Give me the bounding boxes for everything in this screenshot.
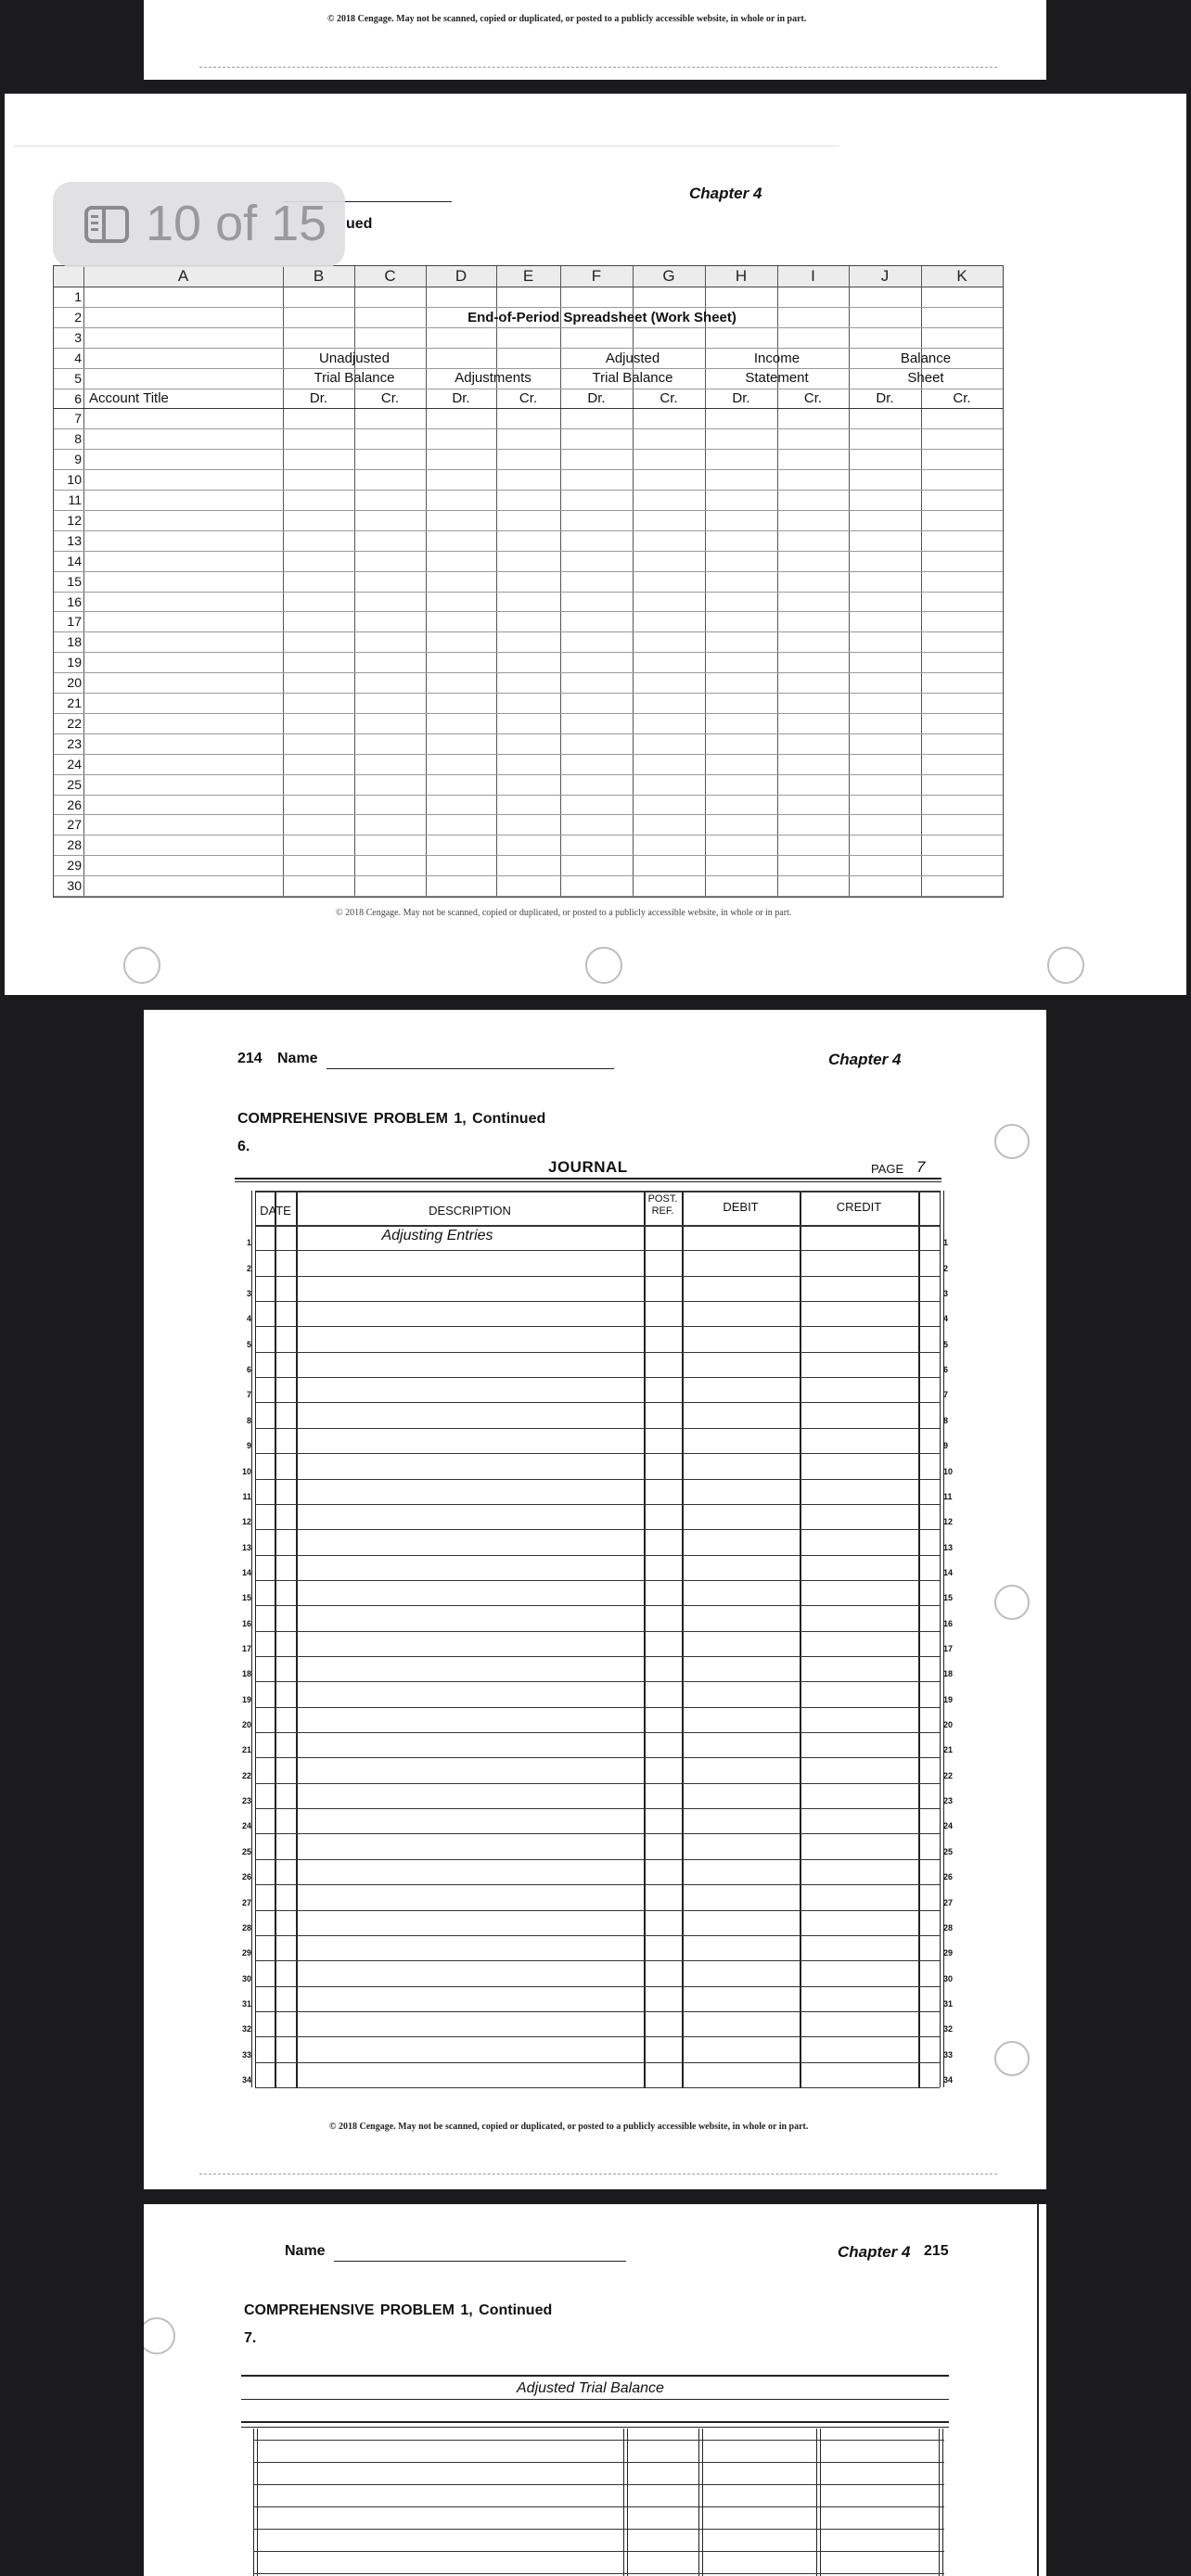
journal-row-line [255, 1479, 940, 1480]
journal-row-number-left: 16 [241, 1618, 251, 1628]
row-number: 20 [67, 675, 82, 691]
journal-row-number-left: 21 [241, 1745, 251, 1755]
journal-row-number-left: 1 [246, 1238, 251, 1248]
journal-row-number-left: 10 [241, 1466, 251, 1476]
journal-row-line [255, 1910, 940, 1911]
journal-row-number-right: 19 [943, 1694, 954, 1704]
page-label: PAGE [871, 1162, 904, 1176]
copyright-notice: © 2018 Cengage. May not be scanned, copied or duplicated, or posted to a publicly accessible website, in whole or in part. [336, 908, 792, 918]
journal-row-number-left: 33 [241, 2049, 251, 2060]
row-number: 24 [67, 756, 82, 772]
journal-row-line [255, 1580, 940, 1581]
debit-column-label: Dr. [587, 389, 606, 406]
journal-row-number-right: 20 [943, 1720, 954, 1730]
group-heading-line1: Adjusted [605, 350, 660, 366]
row-number: 6 [74, 390, 82, 406]
journal-row-line [255, 2011, 940, 2012]
debit-column-label: Dr. [732, 389, 750, 406]
trial-row-line [253, 2462, 944, 2463]
debit-column-label: Dr. [309, 389, 328, 406]
page-number: 214 [237, 1051, 263, 1066]
row-divider [54, 490, 1003, 491]
account-title-header: Account Title [89, 389, 169, 406]
journal-row-line [255, 1859, 940, 1860]
column-header-e: E [496, 266, 560, 287]
journal-row-number-right: 26 [943, 1872, 954, 1882]
row-divider [54, 774, 1003, 775]
row-divider [54, 672, 1003, 673]
trial-column-divider [702, 2429, 703, 2576]
group-heading-line1: Unadjusted [319, 350, 390, 366]
row-divider [54, 875, 1003, 876]
journal-row-line [255, 2062, 940, 2063]
journal-row-number-right: 11 [943, 1491, 953, 1501]
first-entry-text: Adjusting Entries [381, 1228, 493, 1243]
column-header-a: A [83, 266, 283, 287]
journal-row-line [255, 2036, 940, 2037]
journal-row-number-right: 1 [943, 1238, 949, 1248]
row-number: 5 [74, 370, 82, 386]
journal-column-divider [918, 1191, 920, 2087]
row-number: 19 [67, 655, 82, 670]
journal-row-number-right: 6 [943, 1365, 949, 1375]
column-divider [83, 266, 84, 897]
journal-row-number-left: 7 [246, 1390, 251, 1400]
journal-row-number-left: 11 [242, 1491, 251, 1501]
copyright-notice: © 2018 Cengage. May not be scanned, copied or duplicated, or posted to a publicly accessible website, in whole or in part. [329, 2122, 809, 2132]
journal-header-border [255, 1225, 940, 1227]
journal-row-line [255, 1276, 940, 1277]
description-column-header: DESCRIPTION [429, 1204, 511, 1218]
work-sheet-grid [53, 265, 1004, 898]
row-number: 15 [67, 573, 82, 589]
journal-row-line [255, 1884, 940, 1885]
journal-row-line [255, 1605, 940, 1606]
row-divider [54, 368, 1003, 369]
credit-column-label: Cr. [803, 389, 823, 406]
journal-row-number-right: 31 [943, 1998, 954, 2009]
row-number: 4 [74, 350, 82, 365]
trial-column-divider [816, 2429, 817, 2576]
row-number: 12 [67, 512, 82, 528]
row-divider [54, 327, 1003, 328]
row-number: 1 [74, 289, 82, 304]
column-header-h: H [705, 266, 777, 287]
journal-row-number-right: 18 [943, 1669, 954, 1679]
journal-row-number-left: 6 [246, 1365, 251, 1375]
journal-row-number-right: 21 [943, 1745, 954, 1755]
journal-row-line [255, 1402, 940, 1403]
trial-column-divider [939, 2429, 940, 2576]
journal-row-number-left: 9 [246, 1441, 251, 1451]
trial-column-divider [627, 2429, 628, 2576]
trial-column-divider [698, 2429, 699, 2576]
column-header-f: F [560, 266, 633, 287]
row-number: 8 [74, 431, 82, 447]
column-header-g: G [633, 266, 705, 287]
name-label: Name [277, 1051, 318, 1066]
journal-margin-line [251, 1191, 252, 2087]
work-sheet-title: End-of-Period Spreadsheet (Work Sheet) [467, 309, 736, 325]
page-right-edge [1037, 2204, 1039, 2576]
journal-row-line [255, 1529, 940, 1530]
journal-row-number-right: 27 [943, 1897, 954, 1907]
journal-row-number-left: 19 [241, 1694, 251, 1704]
journal-row-line [255, 1555, 940, 1556]
journal-row-line [255, 1808, 940, 1809]
row-divider [54, 307, 1003, 308]
trial-column-divider [820, 2429, 821, 2576]
journal-row-number-left: 14 [241, 1567, 251, 1577]
journal-row-number-left: 12 [241, 1517, 251, 1527]
journal-row-number-left: 20 [241, 1720, 251, 1730]
journal-row-number-right: 28 [943, 1922, 954, 1932]
row-number: 9 [74, 452, 82, 467]
trial-row-line [253, 2440, 944, 2441]
journal-row-number-right: 24 [943, 1821, 954, 1831]
journal-row-number-left: 8 [246, 1415, 251, 1425]
journal-column-divider [682, 1191, 684, 2087]
group-heading-line1: Balance [900, 350, 952, 366]
journal-row-number-right: 12 [943, 1517, 954, 1527]
row-divider [54, 348, 1003, 349]
binder-hole-top [994, 1124, 1030, 1159]
row-divider [54, 754, 1003, 755]
group-heading-line2: Adjustments [455, 369, 531, 386]
row-divider [54, 611, 1003, 612]
trial-row-line [253, 2573, 944, 2574]
journal-row-number-right: 32 [943, 2024, 954, 2034]
binder-hole-bottom [994, 2041, 1030, 2076]
trial-column-divider [942, 2429, 943, 2576]
trial-balance-grid [144, 2204, 1046, 2576]
row-divider [54, 896, 1003, 897]
journal-row-number-right: 29 [943, 1948, 954, 1958]
journal-row-line [255, 1757, 940, 1758]
trial-row-line [253, 2484, 944, 2485]
row-divider [54, 693, 1003, 694]
journal-row-number-left: 26 [241, 1872, 251, 1882]
journal-row-number-left: 5 [246, 1339, 251, 1349]
binder-hole-left [123, 947, 160, 984]
post-ref-header-line2: REF. [651, 1205, 674, 1217]
journal-row-line [255, 1833, 940, 1834]
trial-row-line [253, 2551, 944, 2552]
journal-row-number-left: 30 [241, 1973, 251, 1983]
trial-row-line [253, 2506, 944, 2507]
column-divider [496, 266, 497, 897]
row-number: 28 [67, 837, 82, 853]
journal-row-line [255, 1935, 940, 1936]
row-number: 13 [67, 532, 82, 548]
journal-row-number-left: 31 [241, 1998, 251, 2009]
row-number: 27 [67, 817, 82, 833]
journal-row-number-left: 2 [246, 1263, 251, 1273]
journal-row-line [255, 1377, 940, 1378]
row-divider [54, 571, 1003, 572]
journal-row-number-left: 23 [241, 1796, 251, 1806]
journal-row-line [255, 1250, 940, 1251]
column-header-d: D [426, 266, 496, 287]
journal-row-number-right: 2 [943, 1263, 949, 1273]
journal-row-line [255, 1504, 940, 1505]
row-number: 14 [67, 553, 82, 568]
column-header-c: C [354, 266, 426, 287]
journal-row-number-right: 5 [943, 1339, 949, 1349]
page-indicator[interactable] [53, 182, 345, 267]
journal-column-divider [296, 1191, 298, 2087]
journal-row-number-left: 24 [241, 1821, 251, 1831]
journal-row-line [255, 1986, 940, 1987]
journal-row-number-left: 17 [241, 1644, 251, 1653]
journal-column-divider [275, 1191, 276, 2087]
row-divider [54, 795, 1003, 796]
credit-column-header: CREDIT [836, 1200, 882, 1214]
journal-row-number-left: 27 [241, 1897, 251, 1907]
row-divider [54, 530, 1003, 531]
journal-row-number-left: 18 [241, 1669, 251, 1679]
journal-row-number-right: 7 [943, 1390, 949, 1400]
binder-hole-right [1047, 947, 1084, 984]
binder-hole-middle [994, 1585, 1030, 1620]
trial-balance-title: Adjusted Trial Balance [517, 2380, 664, 2396]
journal-row-number-right: 10 [943, 1466, 954, 1476]
journal-row-number-right: 25 [943, 1846, 954, 1856]
journal-page-value: 7 [916, 1158, 926, 1176]
group-heading-line2: Trial Balance [314, 369, 395, 386]
post-ref-header-line1: POST. [647, 1193, 678, 1205]
journal-column-divider [644, 1191, 646, 2087]
group-heading-line2: Sheet [907, 369, 944, 386]
journal-row-line [255, 1352, 940, 1353]
journal-row-line [255, 1326, 940, 1327]
journal-row-number-right: 16 [943, 1618, 954, 1628]
row-number: 2 [74, 309, 82, 325]
column-header-k: K [921, 266, 1003, 287]
journal-row-number-right: 14 [943, 1567, 954, 1577]
journal-row-number-left: 3 [246, 1289, 251, 1299]
journal-title: JOURNAL [548, 1158, 628, 1176]
journal-column-divider [255, 1191, 256, 2087]
journal-row-line [255, 1783, 940, 1784]
row-number: 10 [67, 472, 82, 488]
row-divider [54, 469, 1003, 470]
row-number: 25 [67, 776, 82, 792]
journal-row-number-right: 34 [943, 2075, 954, 2085]
row-number: 3 [74, 329, 82, 345]
column-header-i: I [777, 266, 849, 287]
credit-column-label: Cr. [380, 389, 400, 406]
credit-column-label: Cr. [953, 389, 971, 406]
item-number: 7. [244, 2330, 257, 2346]
journal-row-number-left: 25 [241, 1846, 251, 1856]
journal-row-number-right: 3 [943, 1289, 949, 1299]
row-number: 11 [68, 492, 82, 507]
column-header-j: J [849, 266, 921, 287]
chapter-label: Chapter 4 [828, 1051, 902, 1068]
journal-row-number-left: 15 [241, 1593, 251, 1603]
journal-row-line [255, 1707, 940, 1708]
journal-top-border [255, 1191, 940, 1192]
row-divider [54, 510, 1003, 511]
row-divider [54, 592, 1003, 593]
journal-row-number-left: 29 [241, 1948, 251, 1958]
journal-row-number-right: 13 [943, 1542, 954, 1552]
row-number: 23 [67, 735, 82, 751]
partial-title: ued [346, 216, 373, 232]
journal-row-line [255, 1656, 940, 1657]
row-divider [54, 652, 1003, 653]
journal-row-number-right: 8 [943, 1415, 949, 1425]
page-indicator-text: 10 of 15 [146, 196, 327, 251]
row-number: 21 [67, 695, 82, 710]
trial-column-divider [253, 2429, 254, 2576]
page-edge-line [199, 67, 997, 68]
page-top-fragment [144, 0, 1046, 80]
journal-row-number-left: 28 [241, 1922, 251, 1932]
journal-row-number-right: 23 [943, 1796, 954, 1806]
journal-row-number-left: 13 [241, 1542, 251, 1552]
column-header-b: B [283, 266, 354, 287]
journal-row-number-right: 4 [943, 1314, 949, 1324]
journal-row-number-right: 33 [943, 2049, 954, 2060]
row-number: 30 [67, 878, 82, 894]
group-heading-line1: Income [753, 350, 800, 366]
trial-column-divider [623, 2429, 624, 2576]
journal-column-divider [940, 1191, 941, 2087]
row-number: 7 [74, 411, 82, 427]
copyright-notice: © 2018 Cengage. May not be scanned, copied or duplicated, or posted to a publicly accessible website, in whole or in part. [327, 14, 807, 24]
journal-row-line [255, 1681, 940, 1682]
date-column-header: DATE [260, 1204, 291, 1218]
row-number: 29 [67, 858, 82, 874]
journal-row-number-left: 22 [241, 1770, 251, 1780]
journal-row-number-right: 30 [943, 1973, 954, 1983]
journal-row-number-right: 15 [943, 1593, 954, 1603]
journal-row-line [255, 1960, 940, 1961]
journal-row-number-right: 22 [943, 1770, 954, 1780]
column-header-corner [54, 266, 83, 287]
debit-column-header: DEBIT [723, 1200, 759, 1214]
row-divider [54, 814, 1003, 815]
row-divider [54, 733, 1003, 734]
item-number: 6. [237, 1139, 250, 1154]
row-divider [54, 855, 1003, 856]
row-number: 16 [67, 593, 82, 609]
journal-row-line [255, 1732, 940, 1733]
problem-heading: COMPREHENSIVE PROBLEM 1, Continued [244, 2302, 553, 2318]
trial-column-divider [257, 2429, 258, 2576]
column-divider [426, 266, 427, 897]
credit-column-label: Cr. [519, 389, 538, 406]
row-number: 18 [67, 634, 82, 650]
journal-row-line [255, 2087, 940, 2088]
debit-column-label: Dr. [876, 389, 894, 406]
journal-row-line [255, 1631, 940, 1632]
row-number: 26 [67, 797, 82, 812]
row-number: 17 [67, 614, 82, 630]
row-divider [54, 428, 1003, 429]
journal-grid [144, 1010, 1046, 2189]
row-divider [54, 551, 1003, 552]
name-label: Name [285, 2243, 326, 2259]
row-divider [54, 449, 1003, 450]
sidebar-icon [84, 206, 129, 243]
group-heading-line2: Trial Balance [592, 369, 673, 386]
journal-row-line [255, 1428, 940, 1429]
journal-column-divider [800, 1191, 801, 2087]
trial-balance-page [144, 2204, 1046, 2576]
problem-heading: COMPREHENSIVE PROBLEM 1, Continued [237, 1111, 546, 1127]
header-separator [54, 408, 1003, 409]
journal-row-number-left: 32 [241, 2024, 251, 2034]
row-divider [54, 713, 1003, 714]
journal-row-line [255, 1453, 940, 1454]
journal-row-line [255, 1301, 940, 1302]
trial-row-line [253, 2529, 944, 2530]
chapter-label: Chapter 4 [838, 2243, 911, 2261]
journal-row-number-left: 34 [241, 2075, 251, 2085]
row-number: 22 [67, 715, 82, 731]
page-number: 215 [924, 2243, 949, 2259]
row-divider [54, 631, 1003, 632]
scan-line [14, 146, 839, 147]
binder-hole-center [585, 947, 622, 984]
chapter-label: Chapter 4 [689, 185, 762, 202]
debit-column-label: Dr. [452, 389, 470, 406]
journal-page [144, 1010, 1046, 2189]
credit-column-label: Cr. [660, 389, 678, 406]
group-heading-line2: Statement [745, 369, 809, 386]
journal-row-number-right: 9 [943, 1441, 949, 1451]
journal-row-number-left: 4 [246, 1314, 251, 1324]
journal-row-number-right: 17 [943, 1644, 954, 1653]
